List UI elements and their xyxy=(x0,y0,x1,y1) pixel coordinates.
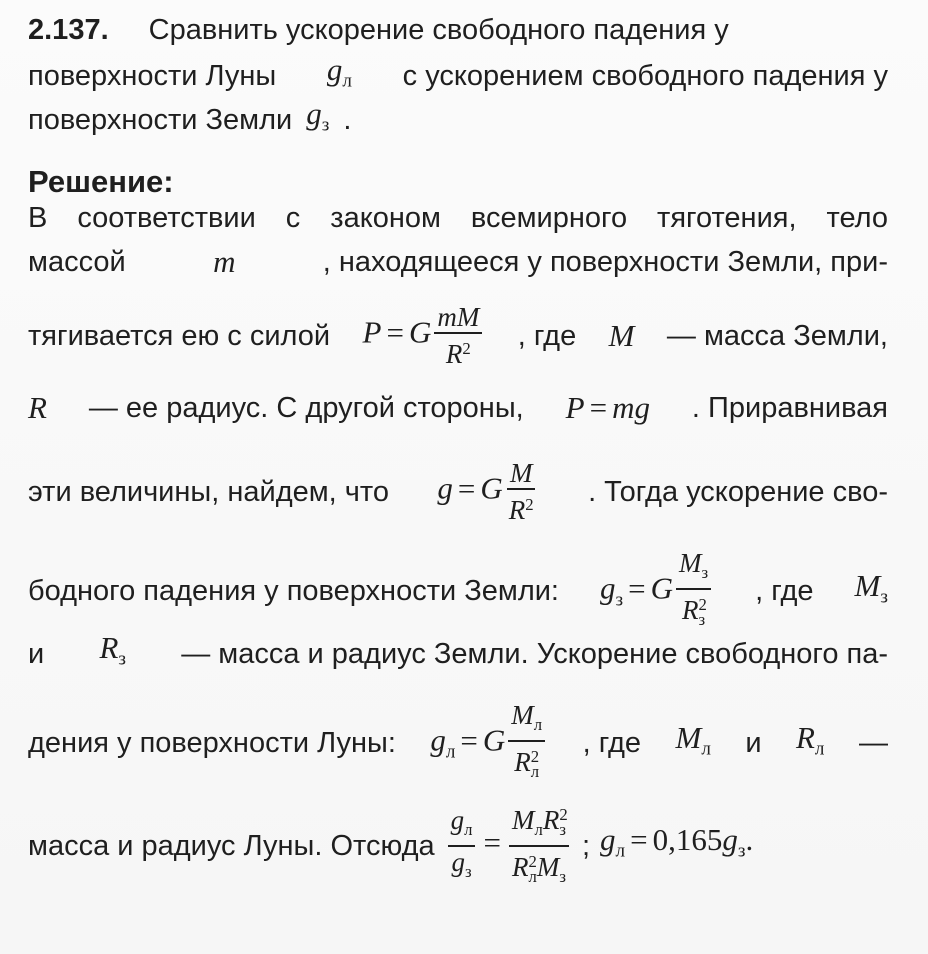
fraction-numerator xyxy=(509,800,569,847)
solution-text-4b: . Приравнивая xyxy=(691,392,888,424)
subscript-earth: з xyxy=(559,867,566,887)
fraction-numerator: mM xyxy=(434,302,482,334)
subscript-earth: з xyxy=(698,609,706,629)
symbol-g: g xyxy=(437,470,453,506)
exponent-2: 2 xyxy=(462,339,471,358)
solution-line-5 xyxy=(28,458,888,525)
solution-text-3c: — масса Земли, xyxy=(666,319,888,352)
formula-g-moon xyxy=(430,700,548,787)
symbol-R: R xyxy=(542,805,560,836)
symbol-R-earth xyxy=(99,630,126,678)
subscript-earth: з xyxy=(737,840,746,862)
subscript-earth: з xyxy=(701,562,709,582)
formula-ratio xyxy=(445,800,572,892)
solution-line-4 xyxy=(28,390,888,426)
symbol-M-moon xyxy=(675,720,710,768)
solution-heading-line xyxy=(28,164,888,200)
equals-sign: = xyxy=(589,390,608,425)
subscript-earth: з xyxy=(615,589,624,611)
symbol-mg: mg xyxy=(612,390,650,425)
exponent-2: 2 xyxy=(525,495,534,514)
subscript-moon: л xyxy=(814,738,825,760)
solution-line-3 xyxy=(28,302,888,369)
symbol-R-moon xyxy=(796,720,825,768)
symbol-g: g xyxy=(600,822,616,858)
problem-line-3: поверхности Земли $g_з$ . xyxy=(28,96,888,144)
g-letter: g xyxy=(326,52,343,87)
symbol-M-earth xyxy=(855,568,888,616)
symbol-g-moon xyxy=(327,52,352,100)
fraction-numerator xyxy=(508,700,545,742)
solution-text-6a: бодного падения у поверхности Земли: xyxy=(28,575,559,608)
solution-line-6 xyxy=(28,548,888,635)
solution-text-5b: . Тогда ускорение сво- xyxy=(588,475,888,508)
subscript-moon: л xyxy=(533,714,543,734)
solution-text-7-and: и xyxy=(28,637,45,670)
symbol-G: G xyxy=(480,470,503,506)
solution-line-1 xyxy=(28,200,888,236)
symbol-g-earth xyxy=(306,96,329,144)
exponent-2: 2 xyxy=(698,594,707,614)
symbol-M: M xyxy=(511,805,535,836)
symbol-P: P xyxy=(362,314,382,350)
symbol-G: G xyxy=(408,314,432,350)
fraction-denominator xyxy=(443,334,474,369)
formula-weight xyxy=(566,390,650,426)
formula-result xyxy=(600,822,753,870)
symbol-m: m xyxy=(213,244,236,279)
solution-heading: Решение: xyxy=(28,164,174,199)
solution-text-8b: , где xyxy=(582,727,642,760)
period: . xyxy=(745,822,754,858)
symbol-G: G xyxy=(650,570,673,606)
subscript-moon: л xyxy=(530,761,540,781)
formula-g-general xyxy=(437,458,539,525)
symbol-R: R xyxy=(99,630,119,665)
fraction-numerator: M xyxy=(507,458,536,490)
symbol-R: R xyxy=(511,852,529,883)
fraction-denominator xyxy=(506,490,537,525)
symbol-R: R xyxy=(508,495,526,526)
fraction-M-R2 xyxy=(506,458,537,525)
solution-text-4a: — ее радиус. С другой стороны, xyxy=(88,392,524,424)
problem-text-3: поверхности Земли xyxy=(28,103,293,136)
subscript-earth: з xyxy=(321,114,330,136)
solution-text-6b: , где xyxy=(755,575,814,608)
g-letter: g xyxy=(306,96,322,131)
problem-text-2b: с ускорением свободного падения у xyxy=(402,59,888,92)
problem-text-2a: поверхности Луны xyxy=(28,59,277,92)
equals-sign: = xyxy=(386,314,404,350)
fraction-Mz-Rz2 xyxy=(676,548,711,635)
formula-gravity-force xyxy=(363,302,486,369)
symbol-M: M xyxy=(675,719,702,755)
symbol-M: M xyxy=(678,548,702,578)
solution-text-8a: дения у поверхности Луны: xyxy=(28,727,396,760)
coefficient: 0,165 xyxy=(652,822,723,858)
symbol-P: P xyxy=(565,390,585,425)
symbol-M: M xyxy=(536,852,560,883)
subscript-moon: л xyxy=(701,738,711,760)
solution-text-8-dash: — xyxy=(858,727,888,760)
problem-number: 2.137. xyxy=(28,14,109,46)
formula-g-earth xyxy=(600,548,714,635)
problem-line-1 xyxy=(28,12,888,48)
solution-text-7a: — масса и радиус Земли. Ускорение свободного па- xyxy=(181,637,888,670)
exponent-2: 2 xyxy=(559,805,568,824)
exponent-2: 2 xyxy=(530,746,540,766)
symbol-M: M xyxy=(511,700,534,730)
exponent-2: 2 xyxy=(528,852,537,872)
symbol-M: M xyxy=(608,317,635,353)
equals-sign: = xyxy=(457,470,476,506)
fraction-denominator xyxy=(448,847,474,887)
solution-line-2 xyxy=(28,244,888,280)
subscript-earth: з xyxy=(559,820,566,840)
fraction-mM-R2 xyxy=(434,302,482,369)
fraction-gl-gz xyxy=(448,805,476,887)
fraction-MlRz2-Rl2Mz xyxy=(509,800,569,892)
symbol-g: g xyxy=(722,822,738,858)
solution-text-2a: массой xyxy=(28,246,126,278)
solution-text-2b: , находящееся у поверхности Земли, при- xyxy=(322,246,888,278)
solution-text-9a: масса и радиус Луны. Отсюда xyxy=(28,830,435,863)
subscript-earth: з xyxy=(118,648,126,670)
symbol-R: R xyxy=(795,719,815,755)
subscript-earth: з xyxy=(464,861,472,881)
symbol-g: g xyxy=(450,805,465,836)
subscript-earth: з xyxy=(880,586,888,608)
solution-line-9 xyxy=(28,800,888,892)
subscript-moon: л xyxy=(464,820,473,840)
solution-text-3a: тягивается ею с силой xyxy=(28,319,331,352)
fraction-denominator xyxy=(511,742,542,787)
solution-text-1: В соответствии с законом всемирного тяготения, тело xyxy=(28,202,888,234)
fraction-numerator xyxy=(676,548,711,590)
fraction-denominator xyxy=(509,847,569,892)
equals-sign: = xyxy=(460,722,478,758)
subscript-moon: л xyxy=(342,70,352,92)
fraction-numerator xyxy=(448,805,476,847)
subscript-moon: л xyxy=(534,820,543,840)
equals-sign: = xyxy=(628,570,646,606)
subscript-moon: л xyxy=(615,840,626,862)
problem-line-2 xyxy=(28,52,888,100)
symbol-R: R xyxy=(681,595,699,626)
subscript-moon: л xyxy=(528,867,537,887)
fraction-Ml-Rl2 xyxy=(508,700,545,787)
symbol-g: g xyxy=(451,847,465,878)
solution-line-7 xyxy=(28,630,888,678)
solution-text-8-and: и xyxy=(745,727,762,760)
equals-sign: = xyxy=(630,822,648,858)
solution-text-3b: , где xyxy=(517,319,577,352)
symbol-G: G xyxy=(482,722,506,758)
symbol-g: g xyxy=(430,722,446,758)
symbol-R: R xyxy=(28,390,47,425)
problem-text-1: Сравнить ускорение свободного падения у xyxy=(148,14,729,46)
fraction-denominator xyxy=(679,590,708,635)
solution-text-9-sep: ; xyxy=(581,830,591,863)
solution-line-8 xyxy=(28,700,888,787)
symbol-R: R xyxy=(445,339,463,370)
symbol-g: g xyxy=(600,570,616,606)
solution-text-5a: эти величины, найдем, что xyxy=(28,475,389,508)
symbol-R: R xyxy=(514,747,531,778)
symbol-M: M xyxy=(854,567,881,603)
subscript-moon: л xyxy=(445,741,456,763)
equals-sign: = xyxy=(483,825,501,861)
